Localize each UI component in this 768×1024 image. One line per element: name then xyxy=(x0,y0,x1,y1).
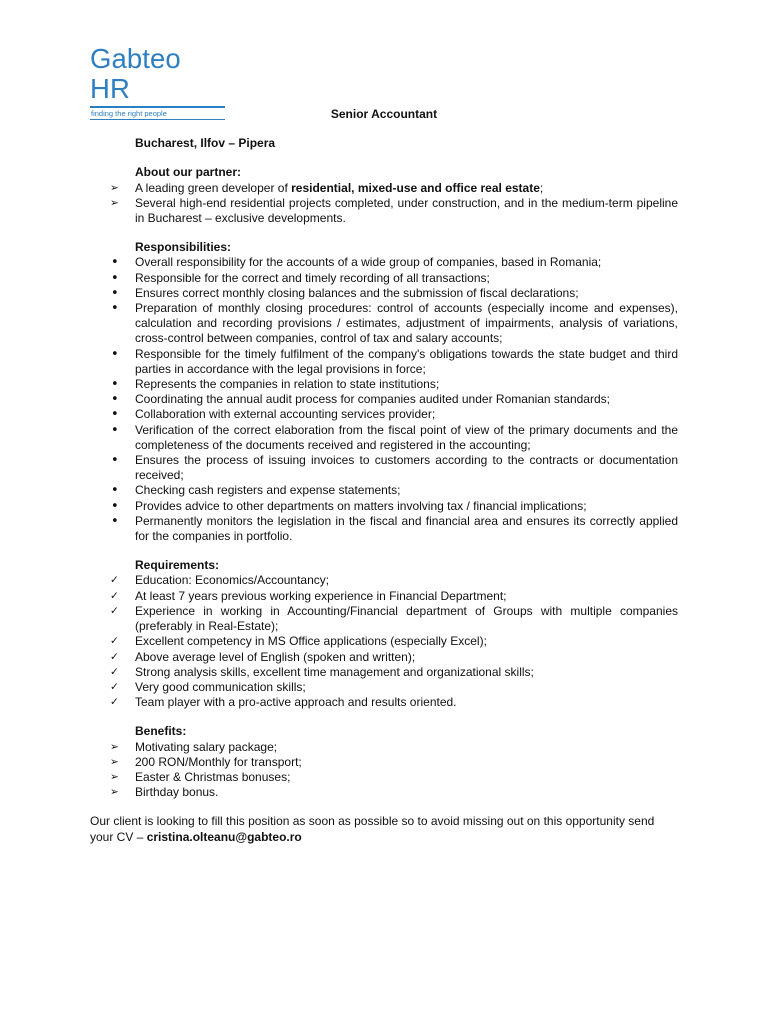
checkmark-icon: ✓ xyxy=(110,665,119,678)
list-item xyxy=(90,650,678,665)
list-item-text: Easter & Christmas bonuses; xyxy=(135,769,291,784)
list-item-text: 200 RON/Monthly for transport; xyxy=(135,754,302,769)
bullet-icon: • xyxy=(111,407,119,423)
job-description xyxy=(90,107,678,845)
list-item-text: Ensures the process of issuing invoices to customers according to the contracts or documentation received; xyxy=(135,453,678,483)
list-item xyxy=(90,634,678,649)
list-item-text: Represents the companies in relation to state institutions; xyxy=(135,377,440,392)
list-item xyxy=(90,514,678,544)
list-item xyxy=(90,271,678,286)
closing-paragraph xyxy=(90,814,678,844)
list-item xyxy=(90,255,678,270)
checkmark-icon: ✓ xyxy=(110,604,119,617)
list-item-text: Excellent competency in MS Office applications (especially Excel); xyxy=(135,634,487,649)
list-item-text: Preparation of monthly closing procedures: control of accounts (especially income and expenses), calculation and recording provisions / estimates, adjustment of impairments, analysis of variations, cross-control between companies, control of tax and salary accounts; xyxy=(135,301,678,346)
list-item-text: Provides advice to other departments on matters involving tax / financial implications; xyxy=(135,498,587,513)
list-item-text: Verification of the correct elaboration from the fiscal point of view of the primary documents and the completeness of the documents received and registered in the accounting; xyxy=(135,422,678,452)
list-item xyxy=(90,407,678,422)
list-item xyxy=(90,347,678,377)
list-item-text: Responsible for the timely fulfilment of the company's obligations towards the state budget and third parties in accordance with the legal provisions in force; xyxy=(135,346,678,376)
closing-text: Our client is looking to fill this position as soon as possible so to avoid missing out on this opportunity send your CV – xyxy=(90,814,655,844)
list-item xyxy=(90,755,678,770)
about-item-text: A leading green developer of xyxy=(135,180,292,195)
list-item-text: Education: Economics/Accountancy; xyxy=(135,573,330,588)
bullet-icon: • xyxy=(111,255,119,271)
list-item xyxy=(90,785,678,800)
responsibilities-list xyxy=(90,255,678,544)
job-location: Bucharest, Ilfov – Pipera xyxy=(135,136,276,151)
list-item xyxy=(90,589,678,604)
list-item-text: Coordinating the annual audit process for companies audited under Romanian standards; xyxy=(135,392,610,407)
list-item xyxy=(90,423,678,453)
list-item-text: Team player with a pro-active approach and results oriented. xyxy=(135,695,457,710)
bullet-icon: • xyxy=(111,285,119,301)
logo-tagline: finding the right people xyxy=(91,108,167,118)
list-item xyxy=(90,453,678,483)
about-item-text: Several high-end residential projects completed, under construction, and in the medium-term pipeline in Bucharest – exclusive developments. xyxy=(135,195,678,226)
list-item xyxy=(90,680,678,695)
list-item xyxy=(90,770,678,785)
bullet-icon: • xyxy=(111,377,119,393)
list-item-text: Collaboration with external accounting services provider; xyxy=(135,407,436,422)
list-item xyxy=(90,181,678,196)
list-item-text: Responsible for the correct and timely recording of all transactions; xyxy=(135,270,490,285)
list-item xyxy=(90,483,678,498)
list-item-text: Permanently monitors the legislation in the fiscal and financial area and ensures its correctly applied for the companies in portfolio. xyxy=(135,513,678,544)
arrow-bullet-icon: ➢ xyxy=(110,786,119,799)
checkmark-icon: ✓ xyxy=(110,696,119,709)
list-item-text: Motivating salary package; xyxy=(135,739,278,754)
list-item xyxy=(90,665,678,680)
about-list xyxy=(90,181,678,227)
checkmark-icon: ✓ xyxy=(110,589,119,602)
bullet-icon: • xyxy=(111,392,119,408)
list-item-text: Overall responsibility for the accounts of a wide group of companies, based in Romania; xyxy=(135,255,602,270)
arrow-bullet-icon: ➢ xyxy=(110,770,119,783)
list-item-text: Ensures correct monthly closing balances and the submission of fiscal declarations; xyxy=(135,285,579,300)
list-item-text: At least 7 years previous working experience in Financial Department; xyxy=(135,588,507,603)
bullet-icon: • xyxy=(111,498,119,514)
checkmark-icon: ✓ xyxy=(110,680,119,693)
bullet-icon: • xyxy=(111,422,119,438)
list-item-text: Very good communication skills; xyxy=(135,679,306,694)
arrow-bullet-icon: ➢ xyxy=(110,740,119,753)
bullet-icon: • xyxy=(111,301,119,317)
about-item-text: ; xyxy=(539,180,544,195)
arrow-bullet-icon: ➢ xyxy=(110,755,119,768)
bullet-icon: • xyxy=(111,270,119,286)
arrow-bullet-icon: ➢ xyxy=(110,196,119,209)
responsibilities-heading: Responsibilities: xyxy=(135,240,232,255)
requirements-list xyxy=(90,573,678,710)
list-item-text: Above average level of English (spoken and written); xyxy=(135,649,416,664)
list-item xyxy=(90,740,678,755)
arrow-bullet-icon: ➢ xyxy=(110,181,119,194)
checkmark-icon: ✓ xyxy=(110,574,119,587)
list-item-text: Experience in working in Accounting/Financial department of Groups with multiple companies (preferably in Real-Estate); xyxy=(135,603,678,634)
list-item-text: Checking cash registers and expense statements; xyxy=(135,483,401,498)
list-item xyxy=(90,286,678,301)
bullet-icon: • xyxy=(111,513,119,529)
benefits-list xyxy=(90,740,678,801)
list-item xyxy=(90,604,678,634)
list-item xyxy=(90,301,678,347)
list-item-text: Birthday bonus. xyxy=(135,785,219,800)
list-item xyxy=(90,499,678,514)
list-item xyxy=(90,196,678,226)
logo-name: Gabteo HR xyxy=(90,43,181,104)
list-item xyxy=(90,573,678,588)
about-item-bold: residential, mixed-use and office real estate xyxy=(291,180,540,195)
benefits-heading: Benefits: xyxy=(135,724,187,739)
contact-email[interactable]: cristina.olteanu@gabteo.ro xyxy=(146,829,302,844)
list-item xyxy=(90,377,678,392)
bullet-icon: • xyxy=(111,346,119,362)
bullet-icon: • xyxy=(111,453,119,469)
checkmark-icon: ✓ xyxy=(110,650,119,663)
list-item xyxy=(90,695,678,710)
checkmark-icon: ✓ xyxy=(110,635,119,648)
about-heading: About our partner: xyxy=(135,165,241,180)
list-item xyxy=(90,392,678,407)
job-title: Senior Accountant xyxy=(330,107,438,121)
list-item-text: Strong analysis skills, excellent time management and organizational skills; xyxy=(135,664,534,679)
requirements-heading: Requirements: xyxy=(135,558,220,573)
bullet-icon: • xyxy=(111,483,119,499)
